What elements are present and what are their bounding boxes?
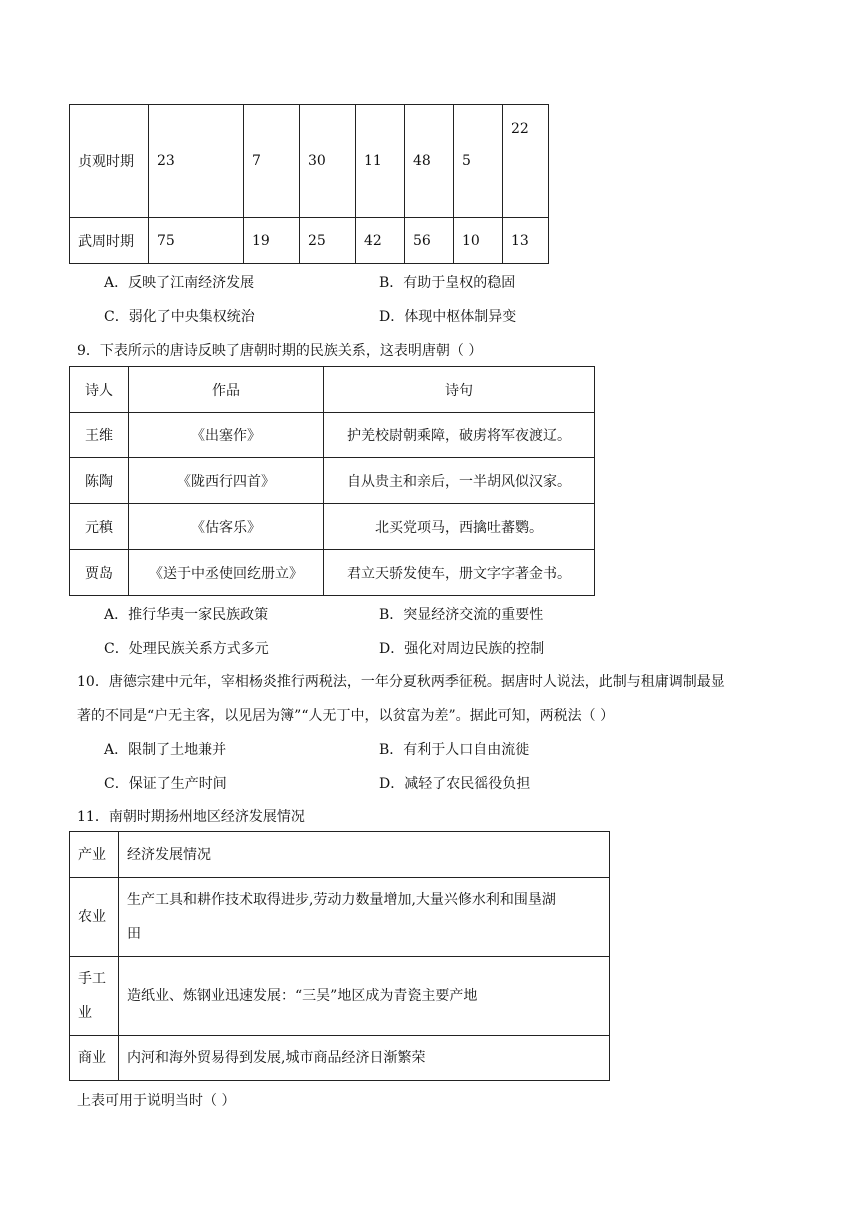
table-row xyxy=(70,550,595,596)
table-row xyxy=(70,957,610,1036)
question-11-stem: 11．南朝时期扬州地区经济发展情况 xyxy=(77,809,305,825)
label-line: 业 xyxy=(78,1005,92,1021)
text-line: 生产工具和耕作技术取得进步,劳动力数量增加,大量兴修水利和围垦湖 xyxy=(127,892,556,908)
option-c[interactable]: C．处理民族关系方式多元 xyxy=(104,641,269,657)
poem-table xyxy=(69,366,595,596)
poet: 元稹 xyxy=(70,504,129,550)
table-cell-text: 5 xyxy=(462,153,471,169)
table-cell: 10 xyxy=(454,218,503,264)
development-text xyxy=(119,1036,610,1081)
industry-label xyxy=(70,957,119,1036)
option-b[interactable]: B．有利于人口自由流徙 xyxy=(379,742,530,758)
text-line: 造纸业、炼钢业迅速发展：“三吴”地区成为青瓷主要产地 xyxy=(127,988,478,1004)
table-row xyxy=(70,218,549,264)
option-d[interactable]: D．强化对周边民族的控制 xyxy=(379,641,545,657)
table-cell: 30 xyxy=(300,105,356,218)
question-10-stem-line1: 10．唐德宗建中元年，宰相杨炎推行两税法，一年分夏秋两季征税。据唐时人说法，此制与租庸调制最显 xyxy=(77,674,725,690)
verse: 护羌校尉朝乘障，破虏将军夜渡辽。 xyxy=(324,413,595,458)
work: 《陇西行四首》 xyxy=(129,458,324,504)
table-cell: 75 xyxy=(149,218,244,264)
option-a[interactable]: A．反映了江南经济发展 xyxy=(104,275,255,291)
option-c[interactable]: C．保证了生产时间 xyxy=(104,776,227,792)
table-row xyxy=(70,458,595,504)
option-d[interactable]: D．体现中枢体制异变 xyxy=(379,309,517,325)
table-row xyxy=(70,1036,610,1081)
verse: 君立天骄发使车，册文字字著金书。 xyxy=(324,550,595,596)
table-cell: 42 xyxy=(356,218,405,264)
work: 《送于中丞使回纥册立》 xyxy=(129,550,324,596)
table-cell: 7 xyxy=(244,105,300,218)
development-text xyxy=(119,878,610,957)
table-cell: 56 xyxy=(405,218,454,264)
option-d[interactable]: D．减轻了农民徭役负担 xyxy=(379,776,531,792)
label-line: 手工 xyxy=(78,971,106,987)
economy-table xyxy=(69,831,610,1081)
table-header-row xyxy=(70,832,610,878)
verse: 自从贵主和亲后，一半胡风似汉家。 xyxy=(324,458,595,504)
option-b[interactable]: B．有助于皇权的稳固 xyxy=(379,275,516,291)
option-b[interactable]: B．突显经济交流的重要性 xyxy=(379,607,544,623)
work: 《估客乐》 xyxy=(129,504,324,550)
question-11-footer: 上表可用于说明当时（ ） xyxy=(77,1093,236,1109)
table-row xyxy=(70,504,595,550)
table-cell xyxy=(454,105,503,218)
table-cell-text: 22 xyxy=(511,121,529,137)
table-cell xyxy=(503,105,549,218)
table-header-row xyxy=(70,367,595,413)
header-poet: 诗人 xyxy=(70,367,129,413)
poet: 贾岛 xyxy=(70,550,129,596)
table-cell: 11 xyxy=(356,105,405,218)
industry-label: 商业 xyxy=(70,1036,119,1081)
question-9-stem: 9．下表所示的唐诗反映了唐朝时期的民族关系，这表明唐朝（ ） xyxy=(77,343,483,359)
text-line: 内河和海外贸易得到发展,城市商品经济日渐繁荣 xyxy=(127,1050,426,1066)
industry-label: 农业 xyxy=(70,878,119,957)
option-a[interactable]: A．限制了土地兼并 xyxy=(104,742,227,758)
header-work: 作品 xyxy=(129,367,324,413)
table-cell: 19 xyxy=(244,218,300,264)
work: 《出塞作》 xyxy=(129,413,324,458)
question-10-stem-line2: 著的不同是“户无主客，以见居为簿”“人无丁中，以贫富为差”。据此可知，两税法（ ） xyxy=(77,708,615,724)
header-development: 经济发展情况 xyxy=(119,832,610,878)
text-line: 田 xyxy=(127,926,141,942)
option-a[interactable]: A．推行华夷一家民族政策 xyxy=(104,607,269,623)
table-row xyxy=(70,105,549,218)
verse: 北买党项马，西擒吐蕃鹦。 xyxy=(324,504,595,550)
poet: 陈陶 xyxy=(70,458,129,504)
development-text xyxy=(119,957,610,1036)
row-label: 武周时期 xyxy=(70,218,149,264)
row-label: 贞观时期 xyxy=(70,105,149,218)
header-industry: 产业 xyxy=(70,832,119,878)
header-verse: 诗句 xyxy=(324,367,595,413)
data-table-1 xyxy=(69,104,549,264)
table-row xyxy=(70,878,610,957)
table-cell: 25 xyxy=(300,218,356,264)
poet: 王维 xyxy=(70,413,129,458)
table-cell: 23 xyxy=(149,105,244,218)
table-cell: 13 xyxy=(503,218,549,264)
table-row xyxy=(70,413,595,458)
option-c[interactable]: C．弱化了中央集权统治 xyxy=(104,309,255,325)
table-cell: 48 xyxy=(405,105,454,218)
